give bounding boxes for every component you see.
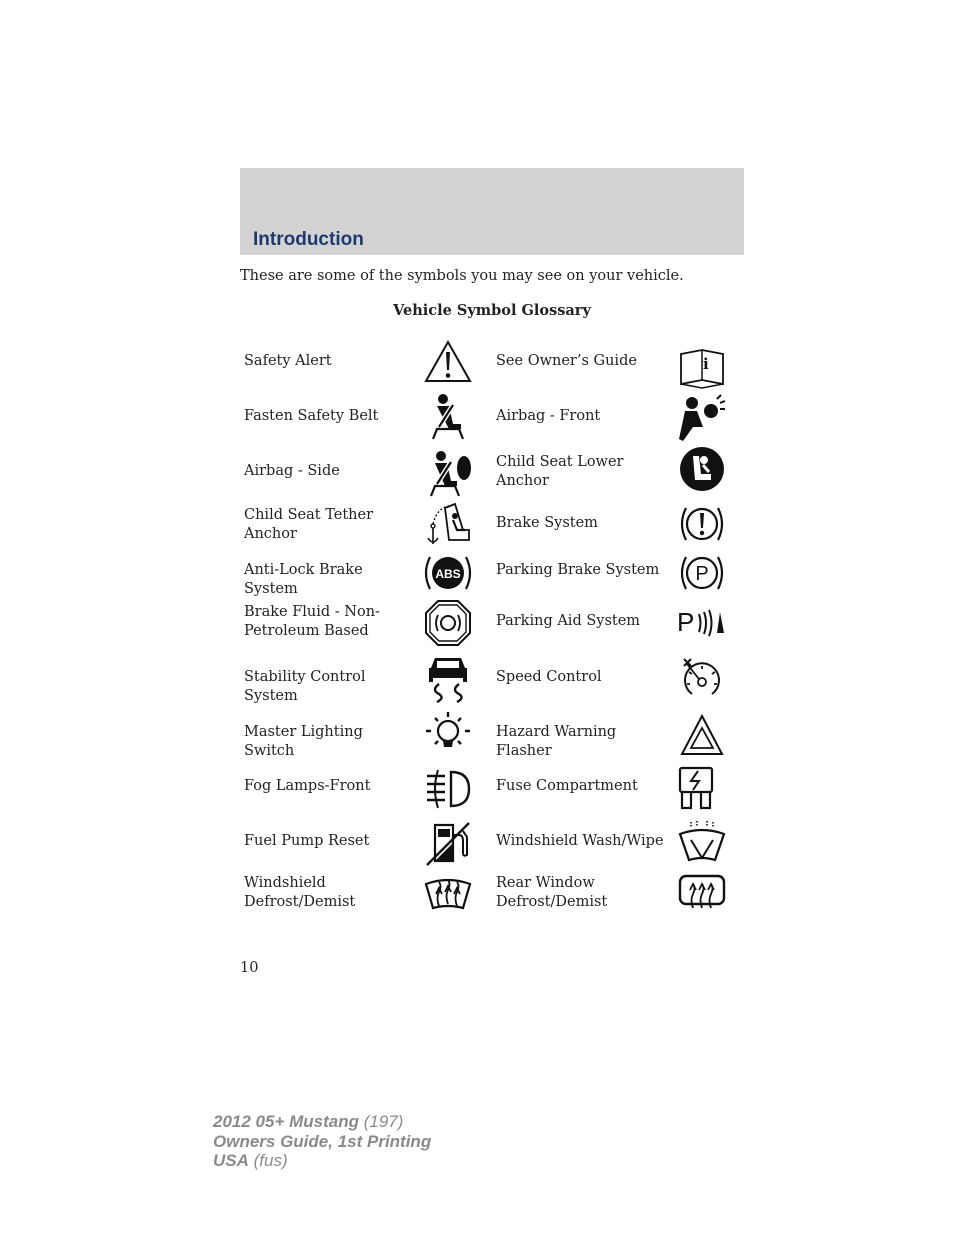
symbol-label: Airbag - Front bbox=[496, 408, 601, 424]
svg-text:P: P bbox=[677, 607, 695, 637]
symbol-label: Airbag - Side bbox=[244, 463, 340, 479]
symbol-label: Fog Lamps-Front bbox=[244, 778, 371, 794]
speed-control-icon bbox=[677, 654, 727, 704]
airbag-side-icon bbox=[423, 448, 473, 498]
symbol-label: Child Seat Tether Anchor bbox=[244, 507, 373, 542]
symbol-label: Anti-Lock Brake System bbox=[244, 562, 363, 597]
svg-text:P: P bbox=[695, 563, 709, 585]
fuse-icon bbox=[671, 764, 721, 814]
document-footer bbox=[213, 1112, 431, 1171]
svg-text:ABS: ABS bbox=[435, 567, 461, 581]
brake-fluid-icon bbox=[423, 598, 473, 648]
glossary-row bbox=[240, 598, 744, 654]
symbol-label: Parking Brake System bbox=[496, 562, 660, 578]
symbol-label: Safety Alert bbox=[244, 353, 332, 369]
glossary-row bbox=[240, 446, 744, 502]
symbol-label: Speed Control bbox=[496, 669, 602, 685]
abs-icon bbox=[423, 548, 473, 598]
footer-edition: Owners Guide, 1st Printing bbox=[213, 1131, 432, 1151]
warning-triangle-icon bbox=[423, 337, 473, 387]
intro-text: These are some of the symbols you may see on your vehicle. bbox=[240, 268, 684, 284]
brake-system-icon bbox=[677, 499, 727, 549]
fuel-pump-reset-icon bbox=[423, 819, 473, 869]
glossary-row bbox=[240, 390, 744, 446]
footer-market-code: (fus) bbox=[253, 1151, 288, 1170]
rear-window-defrost-icon bbox=[677, 868, 727, 918]
symbol-label: Windshield Wash/Wipe bbox=[496, 833, 664, 849]
footer-model: 2012 05+ Mustang bbox=[213, 1112, 359, 1131]
symbol-label: Brake Fluid - Non-Petroleum Based bbox=[244, 604, 380, 639]
child-seat-tether-anchor-icon bbox=[423, 500, 473, 550]
airbag-front-icon bbox=[677, 393, 727, 443]
windshield-defrost-icon bbox=[423, 872, 473, 922]
section-header-band bbox=[240, 168, 744, 255]
stability-control-icon bbox=[423, 654, 473, 704]
hazard-flasher-icon bbox=[677, 712, 727, 762]
parking-brake-icon bbox=[677, 548, 727, 598]
symbol-label: Master Lighting Switch bbox=[244, 724, 363, 759]
footer-model-code: (197) bbox=[363, 1112, 404, 1131]
page-number: 10 bbox=[240, 960, 259, 976]
symbol-label: Stability Control System bbox=[244, 669, 366, 704]
symbol-label: Windshield Defrost/Demist bbox=[244, 875, 356, 910]
fog-lamps-icon bbox=[423, 764, 473, 814]
parking-aid-icon bbox=[677, 598, 727, 648]
section-title: Introduction bbox=[253, 229, 364, 250]
seat-belt-icon bbox=[423, 391, 473, 441]
glossary-row bbox=[240, 818, 744, 872]
symbol-label: Parking Aid System bbox=[496, 613, 641, 629]
glossary-row bbox=[240, 872, 744, 928]
symbol-label: See Owner’s Guide bbox=[496, 353, 637, 369]
master-lighting-icon bbox=[423, 709, 473, 759]
symbol-label: Fuel Pump Reset bbox=[244, 833, 370, 849]
glossary-row bbox=[240, 550, 744, 598]
symbol-label: Fasten Safety Belt bbox=[244, 408, 379, 424]
symbol-label: Rear Window Defrost/Demist bbox=[496, 875, 608, 910]
windshield-wash-wipe-icon bbox=[677, 818, 727, 868]
glossary-row bbox=[240, 654, 744, 710]
footer-market: USA bbox=[213, 1151, 249, 1170]
glossary-row bbox=[240, 334, 744, 390]
glossary-row bbox=[240, 764, 744, 818]
symbol-label: Child Seat Lower Anchor bbox=[496, 454, 624, 489]
child-seat-lower-anchor-icon bbox=[677, 444, 727, 494]
symbol-label: Hazard Warning Flasher bbox=[496, 724, 617, 759]
symbol-label: Brake System bbox=[496, 515, 598, 531]
owners-guide-icon bbox=[677, 342, 727, 392]
glossary-row bbox=[240, 710, 744, 764]
glossary-title: Vehicle Symbol Glossary bbox=[393, 302, 591, 319]
svg-text:i: i bbox=[703, 355, 709, 373]
symbol-label: Fuse Compartment bbox=[496, 778, 638, 794]
glossary-row bbox=[240, 502, 744, 550]
